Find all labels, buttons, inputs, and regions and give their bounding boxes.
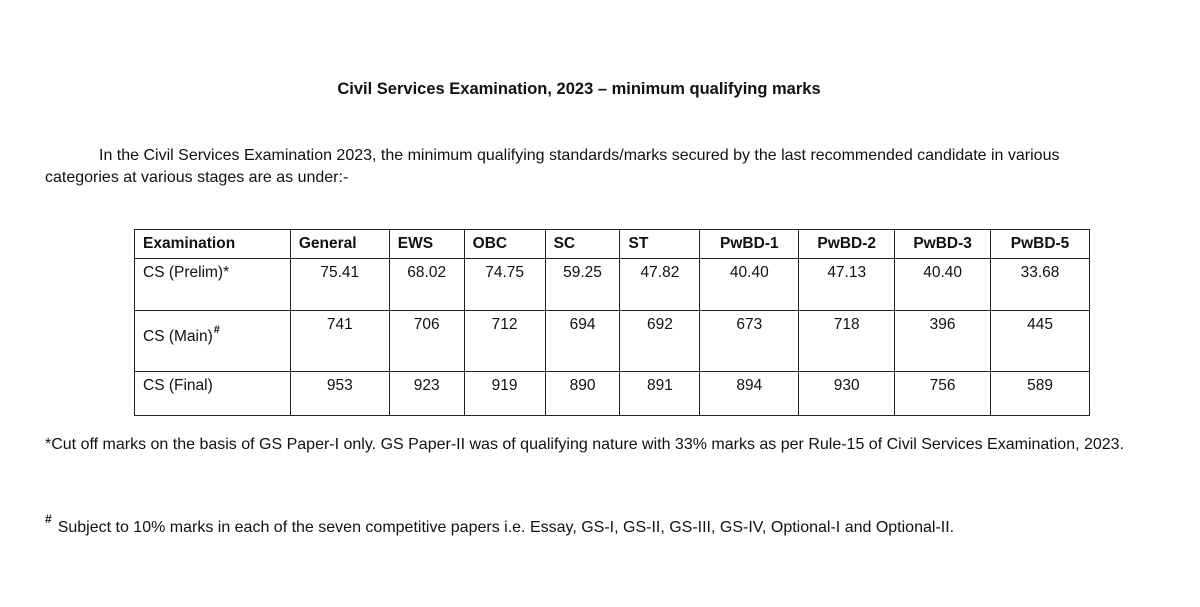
table-row-main xyxy=(135,311,1090,372)
table-cell: 919 xyxy=(464,372,545,416)
row-label-prelim: CS (Prelim)* xyxy=(135,259,291,311)
table-cell: 445 xyxy=(991,311,1090,372)
table-cell: 40.40 xyxy=(700,259,799,311)
table-cell: 396 xyxy=(895,311,991,372)
table-cell: 47.82 xyxy=(620,259,700,311)
qualifying-marks-table xyxy=(134,229,1090,416)
table-cell: 47.13 xyxy=(799,259,895,311)
table-cell: 923 xyxy=(389,372,464,416)
footnote-prelim: *Cut off marks on the basis of GS Paper-I only. GS Paper-II was of qualifying nature with 33% marks as per Rule-15 of Civil Services Examination, 2023. xyxy=(45,436,1125,453)
table-cell: 706 xyxy=(389,311,464,372)
header-obc: OBC xyxy=(464,230,545,259)
hash-footnote-symbol: # xyxy=(45,512,52,526)
header-st: ST xyxy=(620,230,700,259)
row-label-main xyxy=(135,311,291,372)
header-pwbd-1: PwBD-1 xyxy=(700,230,799,259)
table-cell: 673 xyxy=(700,311,799,372)
footnote-main xyxy=(45,508,1145,539)
header-pwbd-3: PwBD-3 xyxy=(895,230,991,259)
table-cell: 694 xyxy=(545,311,620,372)
header-pwbd-2: PwBD-2 xyxy=(799,230,895,259)
table-row-prelim xyxy=(135,259,1090,311)
table-cell: 40.40 xyxy=(895,259,991,311)
table-cell: 59.25 xyxy=(545,259,620,311)
table-cell: 741 xyxy=(290,311,389,372)
table-cell: 756 xyxy=(895,372,991,416)
header-sc: SC xyxy=(545,230,620,259)
table-cell: 953 xyxy=(290,372,389,416)
table-cell: 894 xyxy=(700,372,799,416)
header-ews: EWS xyxy=(389,230,464,259)
table-row-final xyxy=(135,372,1090,416)
table-cell: 692 xyxy=(620,311,700,372)
table-cell: 75.41 xyxy=(290,259,389,311)
row-label-main-text: CS (Main) xyxy=(143,328,213,345)
intro-paragraph: In the Civil Services Examination 2023, the minimum qualifying standards/marks secured by the last recommended candidate in various categories at various stages are as under:- xyxy=(45,147,1060,186)
table-cell: 891 xyxy=(620,372,700,416)
table-cell: 589 xyxy=(991,372,1090,416)
hash-footnote-mark: # xyxy=(213,324,220,336)
document-title: Civil Services Examination, 2023 – minimum qualifying marks xyxy=(337,80,821,98)
header-pwbd-5: PwBD-5 xyxy=(991,230,1090,259)
table-cell: 33.68 xyxy=(991,259,1090,311)
table-cell: 930 xyxy=(799,372,895,416)
footnote-main-text: Subject to 10% marks in each of the seven competitive papers i.e. Essay, GS-I, GS-II, GS-III, GS-IV, Optional-I and Optional-II. xyxy=(57,519,955,536)
table-cell: 718 xyxy=(799,311,895,372)
table-header-row xyxy=(135,230,1090,259)
table-cell: 68.02 xyxy=(389,259,464,311)
header-general: General xyxy=(290,230,389,259)
table-cell: 712 xyxy=(464,311,545,372)
row-label-final: CS (Final) xyxy=(135,372,291,416)
table-cell: 74.75 xyxy=(464,259,545,311)
table-cell: 890 xyxy=(545,372,620,416)
header-examination: Examination xyxy=(135,230,291,259)
